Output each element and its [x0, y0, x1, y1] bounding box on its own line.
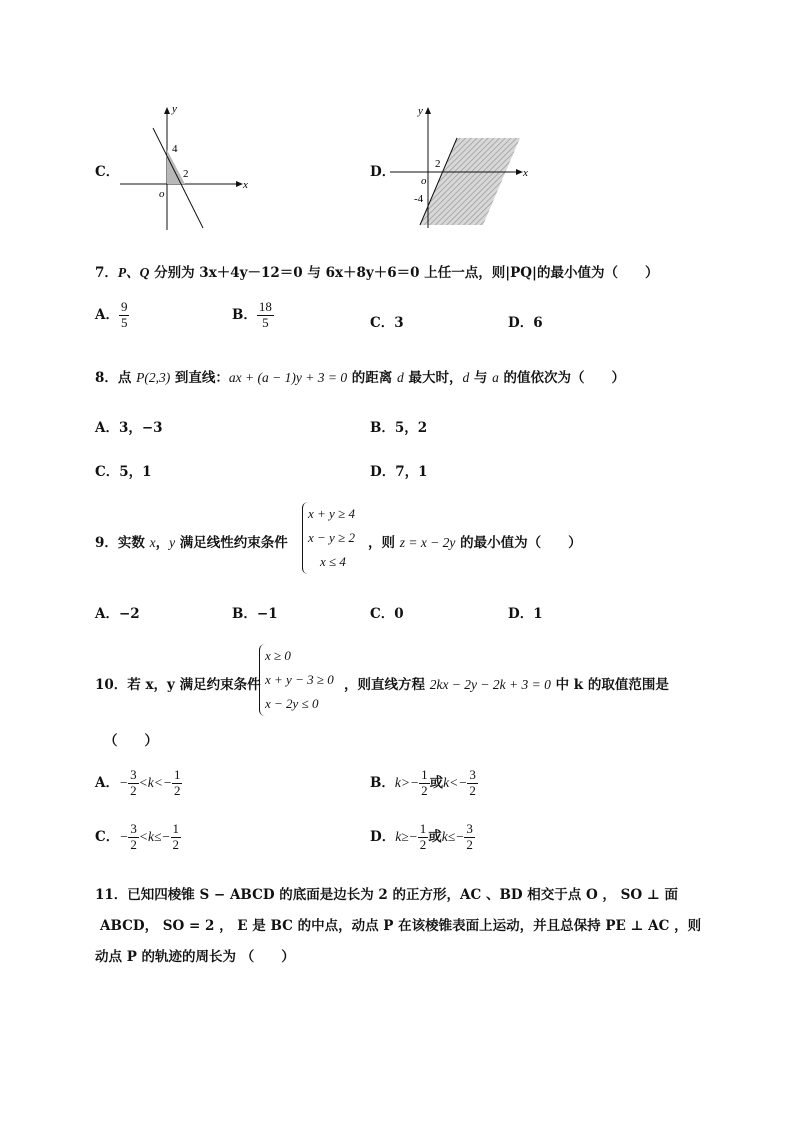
q9-stem-right: ，则 z = x − 2y 的最小值为（ ） — [368, 535, 582, 551]
constraint: x ≥ 0 — [265, 648, 291, 663]
fraction: $\frac{18}{5}$ — [258, 299, 272, 330]
line-equation: 2kx − 2y − 2k + 3 = 0 — [429, 677, 551, 692]
q6-option-d-label: D． — [370, 164, 396, 180]
y-axis-label: y — [172, 103, 177, 115]
q7-option-c: C．3 — [370, 315, 404, 331]
q11-line-3: 动点 P 的轨迹的周长为 （ ） — [95, 949, 295, 965]
constraint: x − 2y ≤ 0 — [265, 696, 319, 711]
line-equation: ax + (a − 1)y + 3 = 0 — [228, 370, 348, 385]
option-label: A． — [95, 306, 119, 323]
q8-option-c: C．5，1 — [95, 464, 152, 480]
point-p: P(2,3) — [136, 370, 171, 385]
q10-constraint-system — [259, 644, 334, 716]
q11-line-1: 11．已知四棱锥 S − ABCD 的底面是边长为 2 的正方形，AC 、BD 相交于点 O ， SO ⊥ 面 — [95, 887, 678, 903]
x-axis-label: x — [243, 179, 248, 191]
q9-number: 9．实数 — [95, 535, 150, 551]
q8-option-b: B．5，2 — [370, 420, 428, 436]
fraction: $\frac{9}{5}$ — [120, 299, 128, 330]
q10-answer-paren: （ ） — [104, 733, 158, 749]
q9-constraint-system — [302, 502, 355, 574]
q10-option-a: A．− $\frac{3}{2}$ <k<− $\frac{1}{2}$ — [95, 767, 181, 798]
origin-label: o — [421, 175, 427, 187]
q10-stem-left: 10．若 x，y 满足约束条件 — [95, 677, 261, 693]
constraint: x − y ≥ 2 — [308, 530, 355, 545]
x-tick-label: 2 — [183, 168, 189, 180]
y-tick-label: 4 — [172, 143, 178, 155]
q7-stem — [95, 261, 658, 281]
q8-option-a: A．3，−3 — [95, 420, 163, 436]
q9-option-d: D．1 — [508, 606, 543, 622]
q6-option-c-graph — [115, 100, 255, 235]
objective-function: z = x − 2y — [399, 535, 456, 550]
constraint: x + y − 3 ≥ 0 — [265, 672, 334, 687]
q7-option-a — [95, 300, 129, 331]
boundary-line — [153, 128, 203, 228]
q8-option-d: D．7，1 — [370, 464, 428, 480]
q11-line-2: ABCD， SO = 2 ， E 是 BC 的中点，动点 P 在该棱锥表面上运动，并且总保持 PE ⊥ AC ，则 — [100, 918, 702, 934]
q6-option-c-label: C． — [95, 164, 120, 180]
q8-number: 8．点 — [95, 370, 137, 386]
feasible-region — [420, 138, 520, 225]
q6-option-d-graph — [390, 100, 535, 235]
q10-option-d: D．k≥− $\frac{1}{2}$ 或k≤− $\frac{3}{2}$ — [370, 821, 473, 852]
q7-number: 7． — [95, 265, 118, 281]
q7-points: P、Q — [117, 265, 150, 280]
q10-option-c: C．− $\frac{3}{2}$ <k≤− $\frac{1}{2}$ — [95, 821, 180, 852]
constraint: x ≤ 4 — [320, 554, 346, 569]
x-tick-label: 2 — [435, 158, 441, 170]
option-label: B． — [232, 306, 257, 323]
q9-stem-left: 9．实数 x，y 满足线性约束条件 — [95, 535, 288, 551]
constraint: x + y ≥ 4 — [308, 506, 355, 521]
origin-label: o — [159, 188, 165, 200]
q7-option-d: D．6 — [508, 315, 543, 331]
y-tick-label: -4 — [414, 193, 424, 205]
x-axis-label: x — [523, 167, 528, 179]
q7-text: 分别为 3x＋4y－12＝0 与 6x＋8y＋6＝0 上任一点，则|PQ|的最小值为（ ） — [149, 265, 659, 281]
q9-option-b: B．−1 — [232, 606, 278, 622]
q10-stem-right: ，则直线方程 2kx − 2y − 2k + 3 = 0 中 k 的取值范围是 — [344, 677, 669, 693]
q8-stem: 8．点 P(2,3) 到直线：ax + (a − 1)y + 3 = 0 的距离 d 最大时，d 与 a 的值依次为（ ） — [95, 370, 626, 386]
q7-option-b — [232, 300, 274, 331]
y-axis-label: y — [418, 105, 423, 117]
q9-option-c: C．0 — [370, 606, 404, 622]
q10-option-b: B．k>− $\frac{1}{2}$ 或k<− $\frac{3}{2}$ — [370, 767, 476, 798]
q9-option-a: A．−2 — [95, 606, 140, 622]
